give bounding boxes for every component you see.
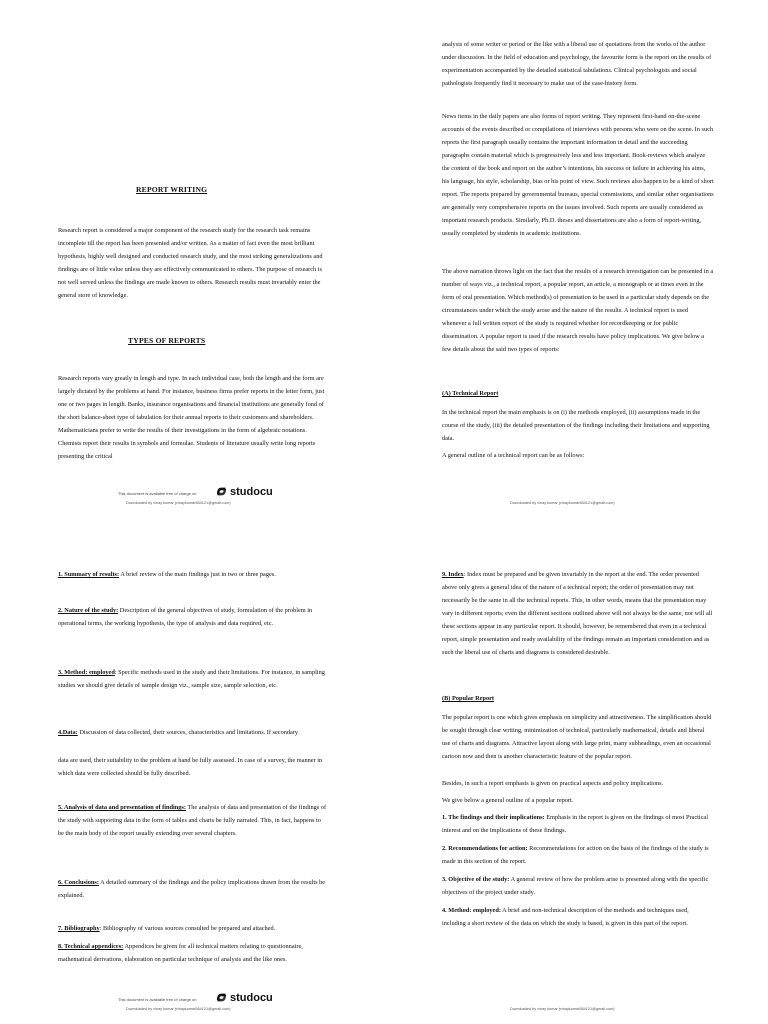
item-title: 2. Recommendations for action: — [442, 845, 528, 852]
studocu-wordmark: studocu — [230, 991, 273, 1004]
item-text: data are used, their suitability to the problem at hand be fully assessed. In case of a survey, the manner in which data were collected should be fully described. — [58, 757, 323, 777]
list-item — [442, 873, 714, 899]
availability-note: This document is available free of charge on — [118, 491, 197, 496]
page-3 — [58, 568, 358, 1018]
item-text: A detailed summary of the findings and the policy implications drawn from the results be explained. — [58, 879, 326, 899]
technical-report-heading: (A) Technical Report — [442, 390, 499, 397]
list-item — [58, 801, 328, 840]
studocu-logo — [215, 485, 273, 498]
list-item — [58, 604, 328, 630]
studocu-logo-icon — [215, 991, 228, 1004]
item-title: 3. Method: employed — [58, 669, 115, 676]
item-title: 7. Bibliography — [58, 925, 100, 932]
analysis-paragraph: analysis of some writer or period or the like with a liberal use of quotations from the works of the author under discussion. In the field of education and psychology, the favourite form is the report on the results of experimentation accompanied by the detailed statistical tabulations. Clinical psychologists and social pathologists frequently find it necessary to make use of the case-history form. — [442, 41, 712, 87]
download-note: Downloaded by vinay kumar (vinaykumar584121@gmail.com) — [510, 501, 615, 505]
item-text: : Index must be prepared and be given invariably in the report at the end. The order presented above only gives a general idea of the nature of a technical report; the order of presentation may not necessarily be the same in all the technical reports. This, in other words, means that the presentation may vary in different reports; even the different sections outlined above will not always be the same, nor will all these sections appear in any particular report. It should, however, be remembered that even in a technical report, simple presentation and ready availability of the findings remain an important consideration and as such the liberal use of charts and diagrams is considered desirable. — [442, 571, 713, 656]
narration-paragraph: The above narration throws light on the fact that the results of a research investigation can be presented in a number of ways viz., a technical report, a popular report, an article, a monograph or at times even in the form of oral presentation. Which method(s) of presentation to be used in a particular study depends on the circumstances under which the study arose and the nature of the results. A technical report is used whenever a full written report of the study is required whether for recordkeeping or for public dissemination. A popular report is used if the research results have policy implications. We give below a few details about the said two types of reports: — [442, 268, 714, 353]
item-title: 5. Analysis of data and presentation of findings: — [58, 804, 186, 811]
list-item — [442, 904, 714, 930]
item-title: 1. The findings and their implications: — [442, 814, 545, 821]
item-title: 2. Nature of the study: — [58, 607, 119, 614]
studocu-logo-icon — [215, 485, 228, 498]
item-title: 6. Conclusions: — [58, 879, 99, 886]
list-item — [58, 876, 328, 902]
item-title: 8. Technical appendices: — [58, 943, 124, 950]
news-items-paragraph: News items in the daily papers are also forms of report writing. They represent first-hand on-the-scene accounts of the events described or compilations of interviews with persons who were on the scene. In such reports the first paragraph usually contains the important information in detail and the succeeding paragraphs contain material which is progressively less and less important. Book-reviews which analyze the content of the book and report on the author’s intentions, his success or failure in achieving his aims, his language, his style, scholarship, bias or his point of view. Such reviews also happen to be a kind of short report. The reports prepared by governmental bureaus, special commissions, and similar other organisations are generally very comprehensive reports on the issues involved. Such reports are usually considered as important research products. Similarly, Ph.D. theses and dissertations are also a form of report-writing, usually completed by students in academic institutions. — [442, 113, 714, 237]
list-item — [442, 842, 714, 868]
item-text: Emphasis in the report is given on the findings of most Practical interest and on the implications of these findings. — [442, 814, 708, 834]
item-title: 4.Data: — [58, 729, 78, 736]
studocu-wordmark: studocu — [230, 485, 273, 498]
item-text: The analysis of data and presentation of the findings of the study with supporting data in the form of tables and charts be fully narrated. This, in fact, happens to be the main body of the report usually extending over several chapters. — [58, 804, 327, 837]
item-text: Description of the general objectives of study, formulation of the problem in operational terms, the working hypothesis, the type of analysis and data required, etc. — [58, 607, 313, 627]
page-title: REPORT WRITING — [136, 185, 208, 194]
intro-paragraph: Research report is considered a major component of the research study for the research task remains incomplete till the report has been presented and/or written. As a matter of fact even the most brilliant hypothesis, highly well designed and conducted research study, and the most striking generalizations and findings are of little value unless they are effectively communicated to others. The purpose of research is not well served unless the findings are made known to others. Research results must invariably enter the general store of knowledge. — [58, 227, 323, 299]
item-text: A general review of how the problem arise is presented along with the specific objectives of the project under study. — [442, 876, 709, 896]
item-text: : Bibliography of various sources consulted be prepared and attached. — [99, 925, 276, 932]
list-item — [58, 568, 328, 581]
item-title: 9. Index — [442, 571, 464, 578]
download-note: Downloaded by vinay kumar (vinaykumar584121@gmail.com) — [126, 501, 231, 505]
list-item — [442, 811, 714, 837]
popular-outline-intro: We give below a general outline of a popular report. — [442, 797, 574, 804]
list-item — [58, 754, 328, 780]
item-text: A brief review of the main findings just in two or three pages. — [119, 571, 276, 578]
item-text: Recommendations for action on the basis of the findings of the study is made in this section of the report. — [442, 845, 709, 865]
item-title: 3. Objective of the study: — [442, 876, 510, 883]
list-item — [58, 922, 328, 935]
item-text: : Specific methods used in the study and their limitations. For instance, in sampling studies we should give details of sample design viz., sample size, sample selection, etc. — [58, 669, 325, 689]
list-item — [58, 940, 328, 966]
list-item — [58, 666, 328, 692]
item-title: 1. Summary of results: — [58, 571, 120, 578]
page-2 — [442, 38, 742, 518]
popular-report-paragraph: The popular report is one which gives emphasis on simplicity and attractiveness. The simplification should be sought through clear writing, minimization of technical, particularly mathematical, details and liberal use of charts and diagrams. Attractive layout along with large print, many subheadings, even an occasional cartoon now and then is another characteristic feature of the popular report. — [442, 714, 712, 760]
index-paragraph — [442, 568, 714, 659]
list-item — [58, 726, 328, 739]
item-text: Appendices be given for all technical matters relating to questionnaire, mathematical derivations, elaboration on particular technique of analysis and the like ones. — [58, 943, 303, 963]
download-note: Downloaded by vinay kumar (vinaykumar584121@gmail.com) — [126, 1007, 231, 1011]
technical-report-paragraph: In the technical report the main emphasis is on (i) the methods employed, (ii) assumptions made in the course of the study, (iii) the detailed presentation of the findings including their limitations and supporting data. — [442, 409, 710, 442]
technical-outline-intro: A general outline of a technical report can be as follows: — [442, 452, 585, 459]
types-of-reports-heading: TYPES OF REPORTS — [128, 336, 206, 345]
item-text: Discussion of data collected, their sources, characteristics and limitations. If secondary — [77, 729, 299, 736]
practical-aspects-paragraph: Besides, in such a report emphasis is given on practical aspects and policy implications. — [442, 780, 664, 787]
item-title: 4. Method: employed: — [442, 907, 501, 914]
popular-report-heading: (B) Popular Report — [442, 695, 495, 702]
availability-note: This document is available free of charge on — [118, 997, 197, 1002]
page-4 — [442, 568, 742, 1018]
page-1 — [58, 38, 358, 518]
item-text: A brief and non-technical description of the methods and techniques used, including a short review of the data on which the study is based, is given in this part of the report. — [442, 907, 689, 927]
types-paragraph: Research reports vary greatly in length and type. In each individual case, both the length and the form are largely dictated by the problems at hand. For instance, business firms prefer reports in the letter form, just one or two pages in length. Banks, insurance organisations and financial institutions are generally fond of the short balance-sheet type of tabulation for their annual reports to their customers and shareholders. Mathematicians prefer to write the results of their investigations in the form of algebraic notations. Chemists report their results in symbols and formulae. Students of literature usually write long reports presenting the critical — [58, 375, 325, 460]
download-note: Downloaded by vinay kumar (vinaykumar584121@gmail.com) — [510, 1007, 615, 1011]
studocu-logo — [215, 991, 273, 1004]
